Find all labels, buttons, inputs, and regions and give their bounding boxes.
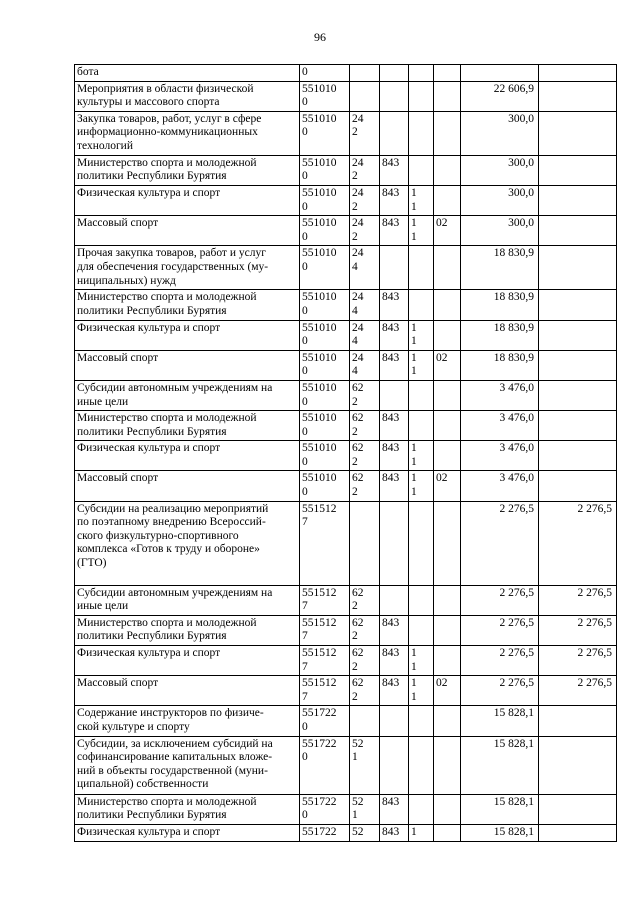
row-amount: 300,0 (461, 216, 539, 246)
table-row (75, 646, 617, 676)
row-pr (434, 706, 461, 736)
row-federal-amount (539, 471, 617, 501)
row-pr (434, 646, 461, 676)
row-rz: 1 1 (409, 216, 434, 246)
row-code: 551512 7 (300, 615, 350, 645)
row-rz (409, 501, 434, 585)
row-gr: 843 (380, 441, 409, 471)
row-amount: 300,0 (461, 185, 539, 215)
table-row (75, 246, 617, 290)
row-federal-amount (539, 441, 617, 471)
row-federal-amount (539, 81, 617, 111)
table-row (75, 320, 617, 350)
row-rz (409, 65, 434, 82)
row-pr (434, 380, 461, 410)
row-pr (434, 290, 461, 320)
row-code: 551512 7 (300, 646, 350, 676)
row-pr: 02 (434, 471, 461, 501)
row-name: Физическая культура и спорт (75, 441, 300, 471)
row-pr (434, 736, 461, 794)
row-code: 551010 0 (300, 350, 350, 380)
row-federal-amount (539, 290, 617, 320)
row-amount: 15 828,1 (461, 794, 539, 824)
table-row (75, 736, 617, 794)
row-name: Мероприятия в области физической культуры и массового спорта (75, 81, 300, 111)
row-code: 551010 0 (300, 380, 350, 410)
row-vr: 62 2 (350, 585, 380, 615)
row-pr (434, 111, 461, 155)
row-gr: 843 (380, 824, 409, 841)
row-name: Физическая культура и спорт (75, 185, 300, 215)
row-vr (350, 706, 380, 736)
row-vr (350, 65, 380, 82)
row-amount: 15 828,1 (461, 706, 539, 736)
row-federal-amount (539, 155, 617, 185)
table-row (75, 794, 617, 824)
row-federal-amount (539, 111, 617, 155)
table-row (75, 185, 617, 215)
row-pr (434, 501, 461, 585)
row-name: Министерство спорта и молодежной политики Республики Бурятия (75, 155, 300, 185)
row-gr: 843 (380, 471, 409, 501)
row-gr (380, 706, 409, 736)
row-rz (409, 794, 434, 824)
row-vr: 52 (350, 824, 380, 841)
row-vr: 62 2 (350, 380, 380, 410)
row-code: 551010 0 (300, 111, 350, 155)
row-pr: 02 (434, 350, 461, 380)
row-pr: 02 (434, 216, 461, 246)
row-amount: 2 276,5 (461, 585, 539, 615)
row-amount: 18 830,9 (461, 350, 539, 380)
row-name: Прочая закупка товаров, работ и услуг для обеспечения государственных (му- ниципальных) нужд (75, 246, 300, 290)
row-gr: 843 (380, 676, 409, 706)
row-code: 551722 0 (300, 794, 350, 824)
row-pr (434, 185, 461, 215)
table-row (75, 441, 617, 471)
row-federal-amount (539, 320, 617, 350)
row-gr (380, 736, 409, 794)
row-vr: 52 1 (350, 794, 380, 824)
row-pr (434, 411, 461, 441)
row-vr (350, 81, 380, 111)
row-rz: 1 1 (409, 320, 434, 350)
row-name: Субсидии автономным учреждениям на иные цели (75, 585, 300, 615)
row-rz (409, 706, 434, 736)
row-amount: 2 276,5 (461, 615, 539, 645)
row-name: Массовый спорт (75, 216, 300, 246)
table-row (75, 585, 617, 615)
row-name: Закупка товаров, работ, услуг в сфере информационно-коммуникационных технологий (75, 111, 300, 155)
row-gr: 843 (380, 411, 409, 441)
row-amount: 300,0 (461, 111, 539, 155)
row-vr: 62 2 (350, 615, 380, 645)
row-amount (461, 65, 539, 82)
row-amount: 18 830,9 (461, 320, 539, 350)
table-row (75, 65, 617, 82)
row-vr: 62 2 (350, 646, 380, 676)
row-federal-amount (539, 246, 617, 290)
row-federal-amount: 2 276,5 (539, 501, 617, 585)
row-rz: 1 1 (409, 441, 434, 471)
row-federal-amount (539, 794, 617, 824)
row-vr: 24 2 (350, 155, 380, 185)
row-code: 551010 0 (300, 216, 350, 246)
row-code: 551512 7 (300, 501, 350, 585)
row-pr (434, 65, 461, 82)
row-rz: 1 1 (409, 350, 434, 380)
row-code: 551010 0 (300, 185, 350, 215)
row-amount: 18 830,9 (461, 246, 539, 290)
row-name: Субсидии, за исключением субсидий на софинансирование капитальных вложе- ний в объекты государственной (муни- ципальной) собственности (75, 736, 300, 794)
row-federal-amount: 2 276,5 (539, 615, 617, 645)
table-body (75, 65, 617, 842)
page-number: 96 (314, 30, 326, 44)
row-code: 551010 0 (300, 290, 350, 320)
row-gr: 843 (380, 290, 409, 320)
row-vr: 24 4 (350, 350, 380, 380)
row-amount: 2 276,5 (461, 501, 539, 585)
row-gr (380, 585, 409, 615)
row-gr: 843 (380, 794, 409, 824)
row-amount: 18 830,9 (461, 290, 539, 320)
table-row (75, 290, 617, 320)
row-pr (434, 824, 461, 841)
row-gr: 843 (380, 155, 409, 185)
row-federal-amount: 2 276,5 (539, 585, 617, 615)
row-rz (409, 246, 434, 290)
row-rz (409, 585, 434, 615)
row-rz (409, 81, 434, 111)
row-name: Массовый спорт (75, 471, 300, 501)
row-federal-amount: 2 276,5 (539, 646, 617, 676)
row-federal-amount: 2 276,5 (539, 676, 617, 706)
row-name: Министерство спорта и молодежной политики Республики Бурятия (75, 290, 300, 320)
table-row (75, 411, 617, 441)
row-vr: 24 4 (350, 320, 380, 350)
row-federal-amount (539, 824, 617, 841)
row-amount: 22 606,9 (461, 81, 539, 111)
row-pr (434, 246, 461, 290)
row-vr: 62 2 (350, 411, 380, 441)
row-vr: 24 2 (350, 216, 380, 246)
row-rz: 1 1 (409, 471, 434, 501)
row-rz (409, 155, 434, 185)
row-vr (350, 501, 380, 585)
table-row (75, 111, 617, 155)
row-federal-amount (539, 411, 617, 441)
row-name: Министерство спорта и молодежной политики Республики Бурятия (75, 615, 300, 645)
budget-table (74, 64, 617, 842)
table-row (75, 676, 617, 706)
table-row (75, 380, 617, 410)
row-name: Субсидии на реализацию мероприятий по поэтапному внедрению Всероссий- ского физкультурно-спортивного комплекса «Готов к труду и обороне» (ГТО) (75, 501, 300, 585)
table-row (75, 706, 617, 736)
row-pr (434, 81, 461, 111)
row-vr: 24 4 (350, 246, 380, 290)
row-code: 551722 0 (300, 706, 350, 736)
row-amount: 15 828,1 (461, 824, 539, 841)
row-amount: 2 276,5 (461, 646, 539, 676)
table-row (75, 501, 617, 585)
row-rz (409, 615, 434, 645)
row-pr (434, 155, 461, 185)
row-pr (434, 441, 461, 471)
row-rz (409, 411, 434, 441)
row-code: 551010 0 (300, 441, 350, 471)
row-pr (434, 320, 461, 350)
row-federal-amount (539, 736, 617, 794)
row-name: Содержание инструкторов по физиче- ской культуре и спорту (75, 706, 300, 736)
row-amount: 3 476,0 (461, 411, 539, 441)
row-rz (409, 111, 434, 155)
row-vr: 62 2 (350, 676, 380, 706)
row-vr: 62 2 (350, 441, 380, 471)
row-gr: 843 (380, 320, 409, 350)
row-federal-amount (539, 350, 617, 380)
row-name: Физическая культура и спорт (75, 320, 300, 350)
row-code: 551010 0 (300, 81, 350, 111)
row-amount: 300,0 (461, 155, 539, 185)
table-row (75, 615, 617, 645)
row-name: Массовый спорт (75, 350, 300, 380)
row-federal-amount (539, 216, 617, 246)
table-row (75, 155, 617, 185)
row-vr: 24 2 (350, 185, 380, 215)
row-code: 551722 0 (300, 736, 350, 794)
row-gr: 843 (380, 350, 409, 380)
row-name: Министерство спорта и молодежной политики Республики Бурятия (75, 794, 300, 824)
row-code: 0 (300, 65, 350, 82)
row-vr: 24 4 (350, 290, 380, 320)
table-row (75, 471, 617, 501)
row-gr (380, 111, 409, 155)
row-name: Физическая культура и спорт (75, 646, 300, 676)
row-federal-amount (539, 380, 617, 410)
table-row (75, 350, 617, 380)
row-amount: 3 476,0 (461, 380, 539, 410)
row-gr: 843 (380, 646, 409, 676)
row-gr (380, 81, 409, 111)
row-pr (434, 794, 461, 824)
row-amount: 2 276,5 (461, 676, 539, 706)
row-gr (380, 65, 409, 82)
row-vr: 52 1 (350, 736, 380, 794)
row-pr (434, 585, 461, 615)
row-rz: 1 1 (409, 646, 434, 676)
row-rz: 1 (409, 824, 434, 841)
row-code: 551512 7 (300, 585, 350, 615)
row-rz: 1 1 (409, 185, 434, 215)
row-rz (409, 290, 434, 320)
table-row (75, 81, 617, 111)
row-pr (434, 615, 461, 645)
row-name: Физическая культура и спорт (75, 824, 300, 841)
row-code: 551010 0 (300, 155, 350, 185)
row-code: 551010 0 (300, 320, 350, 350)
row-federal-amount (539, 65, 617, 82)
row-pr: 02 (434, 676, 461, 706)
table-row (75, 216, 617, 246)
row-amount: 15 828,1 (461, 736, 539, 794)
row-gr: 843 (380, 615, 409, 645)
row-vr: 62 2 (350, 471, 380, 501)
row-name: бота (75, 65, 300, 82)
row-rz (409, 736, 434, 794)
row-rz (409, 380, 434, 410)
row-amount: 3 476,0 (461, 471, 539, 501)
row-amount: 3 476,0 (461, 441, 539, 471)
row-gr: 843 (380, 216, 409, 246)
row-gr: 843 (380, 185, 409, 215)
row-code: 551512 7 (300, 676, 350, 706)
row-code: 551010 0 (300, 246, 350, 290)
table-row (75, 824, 617, 841)
row-rz: 1 1 (409, 676, 434, 706)
row-federal-amount (539, 185, 617, 215)
row-name: Субсидии автономным учреждениям на иные цели (75, 380, 300, 410)
row-name: Массовый спорт (75, 676, 300, 706)
row-code: 551010 0 (300, 411, 350, 441)
row-gr (380, 246, 409, 290)
row-code: 551010 0 (300, 471, 350, 501)
row-federal-amount (539, 706, 617, 736)
row-gr (380, 380, 409, 410)
row-code: 551722 (300, 824, 350, 841)
row-vr: 24 2 (350, 111, 380, 155)
row-name: Министерство спорта и молодежной политики Республики Бурятия (75, 411, 300, 441)
row-gr (380, 501, 409, 585)
